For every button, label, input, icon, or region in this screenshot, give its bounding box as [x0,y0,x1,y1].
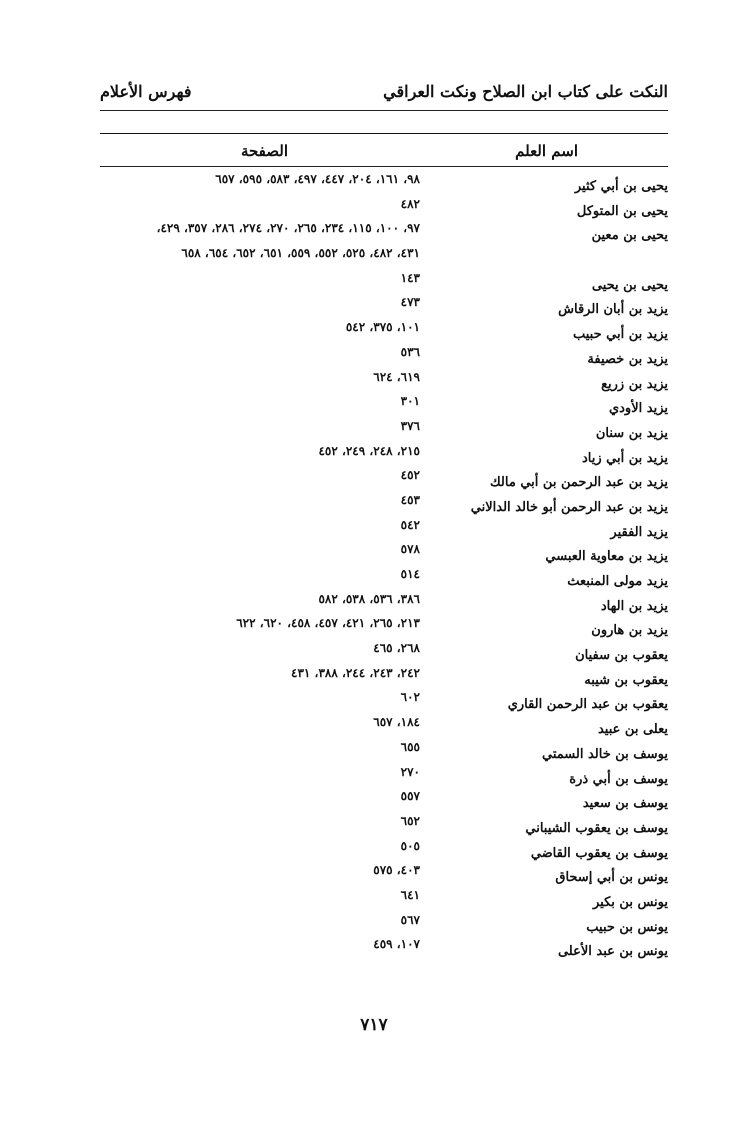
table-row [100,616,668,641]
entry-name: يزيد بن هارون [591,623,668,639]
entry-name: يزيد بن سنان [595,425,668,441]
table-row [100,789,668,814]
entry-name: يزيد بن الهاد [600,598,668,614]
entry-pages: ٤٨٢ [400,196,420,211]
page-number: ٧١٧ [360,1015,388,1035]
table-row [100,246,668,271]
page-header [100,76,668,106]
entry-name: يوسف بن أبي ذرة [569,771,668,787]
table-row [100,937,668,962]
table-row [100,839,668,864]
entry-name: يوسف بن يعقوب الشيباني [525,820,668,836]
entry-pages: ٥١٤ [400,567,420,581]
entry-pages: ٤٥٣ [400,492,420,507]
table-row [100,715,668,740]
entry-name: يزيد بن عبد الرحمن بن أبي مالك [489,475,668,491]
table-row [100,542,668,567]
entry-name: يوسف بن خالد السمتي [541,746,668,762]
entry-name: يحيى بن أبي كثير [574,179,668,194]
table-row [100,863,668,888]
entry-pages: ٦٠٢ [400,690,420,705]
index-table-body [100,172,668,962]
entry-pages: ١٤٣ [400,270,420,285]
table-row [100,493,668,518]
entry-name: يعقوب بن شيبه [584,672,668,688]
entry-name: يونس بن أبي إسحاق [555,870,668,886]
entry-pages: ٥٧٨ [400,542,420,557]
entry-pages: ٣٨٦، ٥٣٦، ٥٣٨، ٥٨٢ [318,591,420,606]
entry-pages: ٤٣١، ٤٨٢، ٥٢٥، ٥٥٢، ٥٥٩، ٦٥١، ٦٥٢، ٦٥٤، ٦٥٨ [181,246,420,261]
table-row [100,518,668,543]
entry-name: يزيد بن خصيفة [587,351,668,367]
entry-pages: ٦٤١ [400,887,420,902]
table-header-divider [100,166,668,167]
table-row [100,690,668,715]
table-row [100,740,668,765]
entry-pages: ٥٥٧ [400,789,420,804]
entry-pages: ٣٧٦ [400,418,420,433]
entry-pages: ٥٦٧ [400,912,420,927]
entry-pages: ٤٠٣، ٥٧٥ [373,863,420,878]
column-header-name: اسم العلم [515,142,578,160]
table-row [100,888,668,913]
book-title: النكت على كتاب ابن الصلاح ونكت العراقي [383,81,668,101]
table-row [100,419,668,444]
entry-pages: ١٠٧، ٤٥٩ [373,937,420,952]
table-row [100,271,668,296]
table-row [100,197,668,222]
entry-name: يعقوب بن سفيان [575,648,668,664]
entry-name: يونس بن عبد الأعلى [557,944,668,960]
entry-pages: ٦٥٢ [400,813,420,828]
entry-name: يزيد بن معاوية العبسي [545,549,668,565]
table-row [100,370,668,395]
entry-name: يحيى بن معين [591,228,668,244]
entry-name: يحيى بن المتوكل [576,203,668,219]
entry-pages: ٥٠٥ [400,838,420,853]
entry-pages: ١٨٤، ٦٥٧ [373,715,420,730]
entry-pages: ٢١٥، ٢٤٨، ٢٤٩، ٤٥٢ [318,443,420,458]
entry-pages: ٩٨، ١٦١، ٢٠٤، ٤٤٧، ٤٩٧، ٥٨٣، ٥٩٥، ٦٥٧ [215,172,420,186]
entry-name: يوسف بن سعيد [582,796,668,812]
entry-pages: ٢١٣، ٢٦٥، ٤٢١، ٤٥٧، ٤٥٨، ٦٢٠، ٦٢٢ [236,616,420,631]
entry-pages: ٤٧٣ [400,295,420,310]
entry-pages: ٩٧، ١٠٠، ١١٥، ٢٣٤، ٢٦٥، ٢٧٠، ٢٧٤، ٢٨٦، ٣٥٧، ٤٢٩، [156,221,420,236]
table-row [100,172,668,197]
table-row [100,345,668,370]
table-row [100,221,668,246]
entry-pages: ٢٦٨، ٤٦٥ [373,641,420,656]
entry-name: يونس بن بكير [593,894,668,910]
entry-pages: ٣٠١ [400,394,420,409]
entry-name: يحيى بن يحيى [591,277,668,293]
table-row [100,468,668,493]
entry-name: يونس بن حبيب [586,919,668,935]
section-title: فهرس الأعلام [100,81,192,101]
entry-name: يزيد بن أبي حبيب [572,327,668,343]
entry-name: يزيد بن أبان الرقاش [558,302,668,318]
table-row [100,913,668,938]
entry-pages: ٢٧٠ [400,764,420,779]
entry-name: يزيد الأودي [608,401,668,417]
entry-name: يزيد بن أبي زياد [581,450,668,466]
table-row [100,394,668,419]
entry-name: يزيد بن عبد الرحمن أبو خالد الدالاني [470,499,668,515]
table-row [100,814,668,839]
entry-pages: ١٠١، ٣٧٥، ٥٤٢ [345,320,420,335]
table-top-divider [100,133,668,134]
entry-name: يزيد مولى المنبعث [567,574,668,589]
table-row [100,641,668,666]
entry-name: يزيد الفقير [610,524,668,540]
entry-pages: ٤٥٢ [400,468,420,483]
table-row [100,295,668,320]
table-row [100,567,668,592]
entry-name: يزيد بن زريع [601,376,668,392]
entry-pages: ٥٣٦ [400,344,420,359]
entry-pages: ٥٤٢ [400,517,420,532]
entry-pages: ٢٤٢، ٢٤٣، ٢٤٤، ٣٨٨، ٤٣١ [291,665,420,680]
table-row [100,765,668,790]
entry-name: يعلى بن عبيد [597,722,668,738]
column-header-pages: الصفحة [240,142,288,160]
entry-name: يوسف بن يعقوب القاضي [530,845,668,861]
header-divider [100,110,668,111]
table-row [100,592,668,617]
table-header [100,140,668,164]
table-row [100,666,668,691]
entry-pages: ٦١٩، ٦٢٤ [373,369,420,384]
table-row [100,444,668,469]
entry-name: يعقوب بن عبد الرحمن القاري [507,697,668,713]
table-row [100,320,668,345]
entry-pages: ٦٥٥ [400,739,420,754]
